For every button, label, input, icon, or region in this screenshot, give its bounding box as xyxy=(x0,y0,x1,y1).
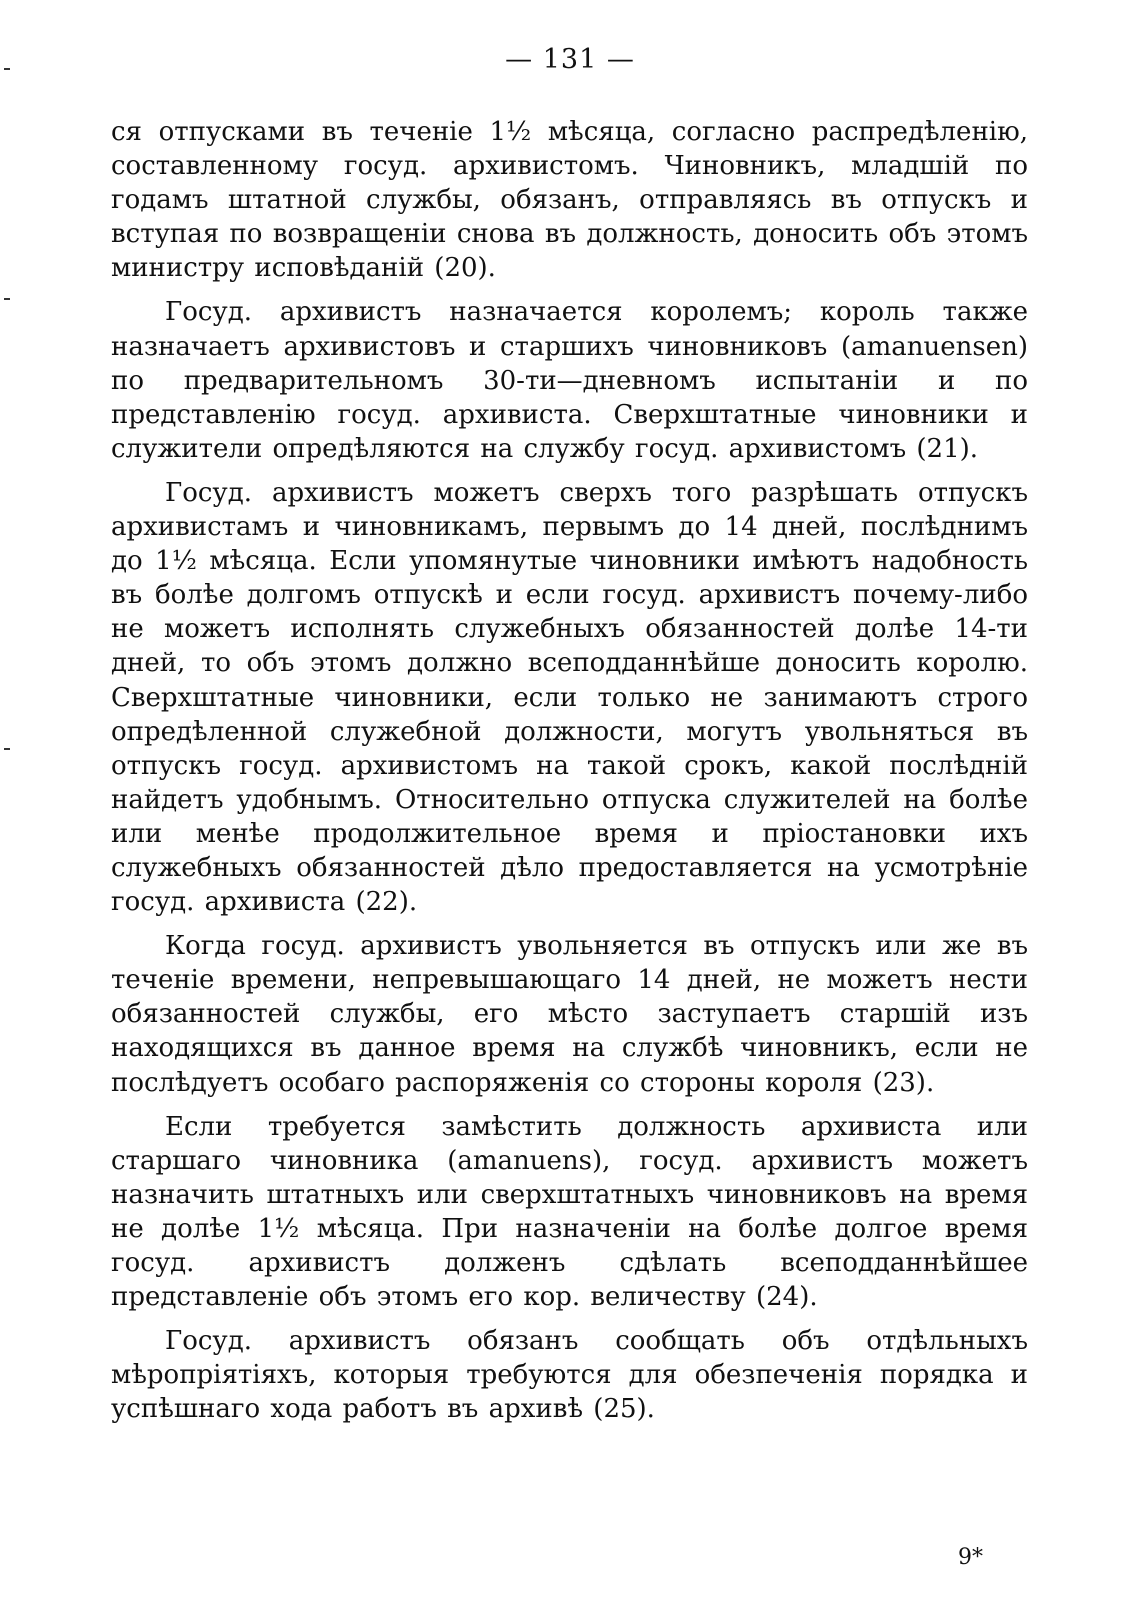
paragraph: Госуд. архивистъ обязанъ сообщать объ отдѣльныхъ мѣропріятіяхъ, которыя требуются для обезпеченія порядка и успѣшнаго хода работъ въ архивѣ (25). xyxy=(111,1326,1028,1425)
margin-mark xyxy=(4,298,10,300)
printer-signature: 9* xyxy=(958,1545,983,1570)
paragraph: Когда госуд. архивистъ увольняется въ отпускъ или же въ теченіе времени, непревышающаго 14 дней, не можетъ нести обязанностей службы, его мѣсто заступаетъ старшій изъ находящихся въ данное время на службѣ чиновникъ, если не послѣдуетъ особаго распоряженія со стороны короля (23). xyxy=(111,931,1028,1098)
margin-mark xyxy=(4,748,10,750)
page-number: — 131 — xyxy=(505,44,635,75)
paragraph: Если требуется замѣстить должность архивиста или старшаго чиновника (amanuens), госуд. архивистъ можетъ назначить штатныхъ или сверхштатныхъ чиновниковъ на время не долѣе 1½ мѣсяца. При назначеніи на болѣе долгое время госуд. архивистъ долженъ сдѣлать всеподданнѣйшее представленіе объ этомъ его кор. величеству (24). xyxy=(111,1111,1028,1313)
paragraph: Госуд. архивистъ можетъ сверхъ того разрѣшать отпускъ архивистамъ и чиновникамъ, первымъ до 14 дней, послѣднимъ до 1½ мѣсяца. Если упомянутые чиновники имѣютъ надобность въ болѣе долгомъ отпускѣ и если госуд. архивистъ почему-либо не можетъ исполнять служебныхъ обязанностей долѣе 14-ти дней, то объ этомъ должно всеподданнѣйше доносить королю. Сверхштатные чиновники, если только не занимаютъ строго опредѣленной служебной должности, могутъ увольняться въ отпускъ госуд. архивистомъ на такой срокъ, какой послѣдній найдетъ удобнымъ. Относительно отпуска служителей на болѣе или менѣе продолжительное время и пріостановки ихъ служебныхъ обязанностей дѣло предоставляется на усмотрѣніе госуд. архивиста (22). xyxy=(111,477,1028,918)
body-text xyxy=(111,115,1028,1436)
paragraph: Госуд. архивистъ назначается королемъ; король также назначаетъ архивистовъ и старшихъ чиновниковъ (amanuensen) по предварительномъ 30-ти—дневномъ испытаніи и по представленію госуд. архивиста. Сверхштатные чиновники и служители опредѣляются на службу госуд. архивистомъ (21). xyxy=(111,297,1028,464)
paragraph: ся отпусками въ теченіе 1½ мѣсяца, согласно распредѣленію, составленному госуд. архивистомъ. Чиновникъ, младшій по годамъ штатной службы, обязанъ, отправляясь въ отпускъ и вступая по возвращеніи снова въ должность, доносить объ этомъ министру исповѣданій (20). xyxy=(111,117,1028,284)
